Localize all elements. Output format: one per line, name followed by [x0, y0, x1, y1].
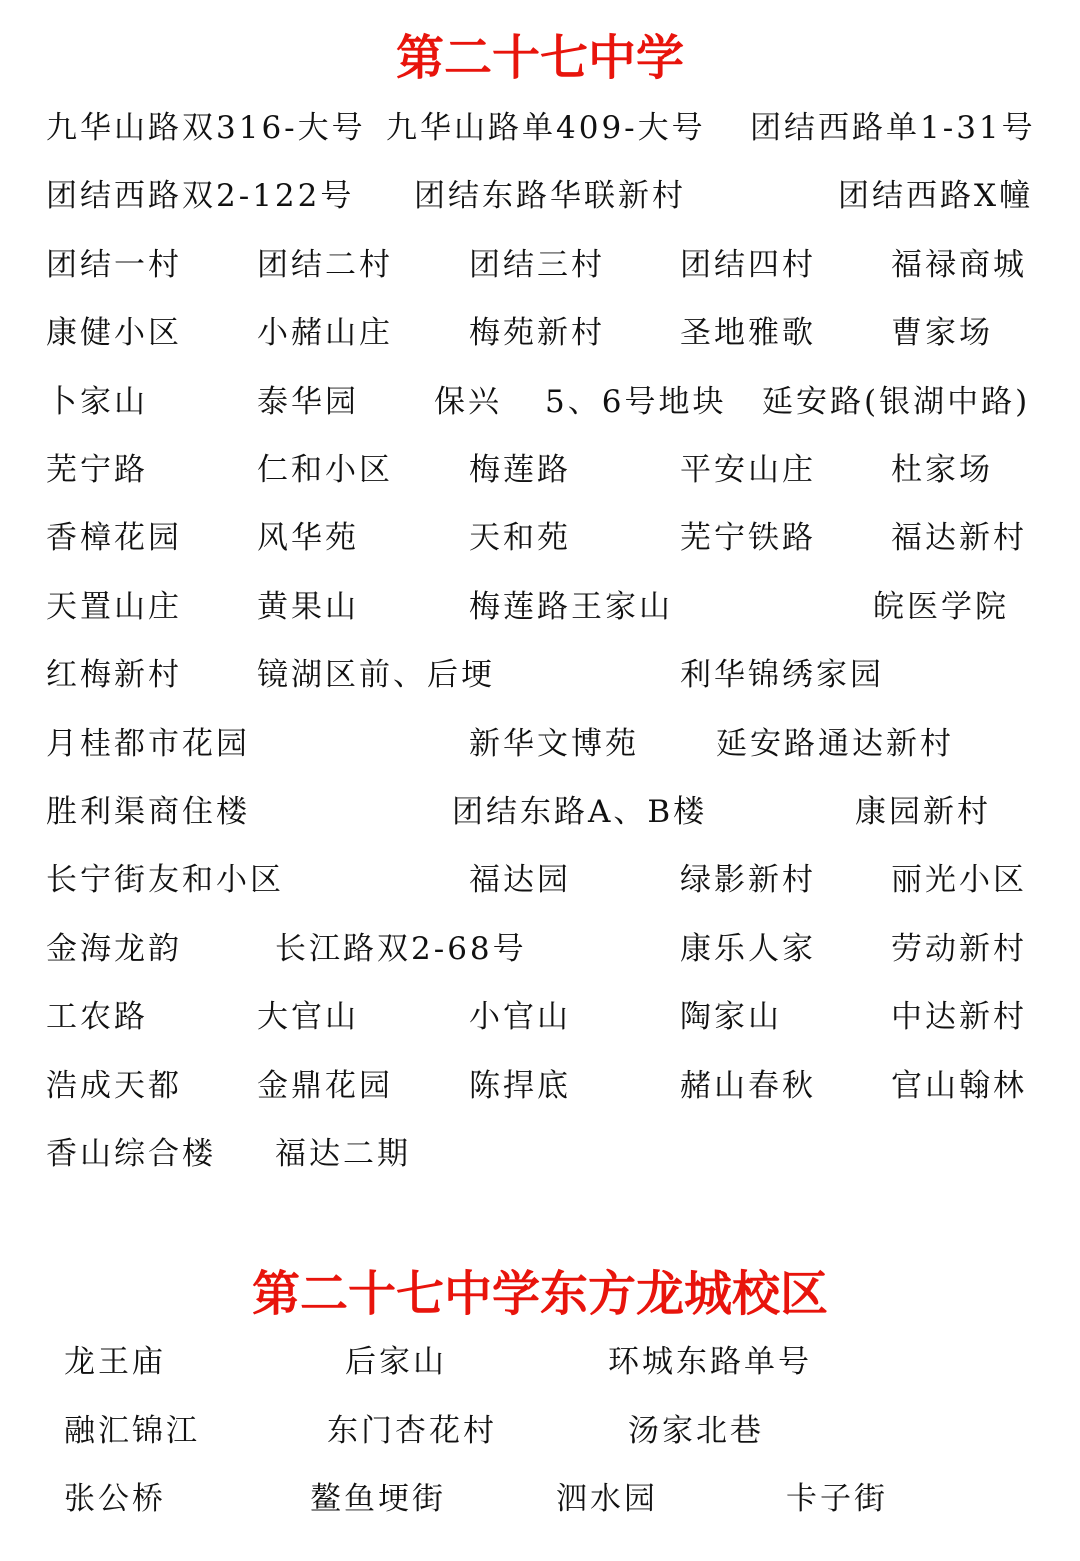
address-item: 康园新村	[855, 794, 991, 830]
address-item: 梅苑新村	[469, 315, 605, 352]
address-item: 劳动新村	[891, 930, 1027, 967]
address-row	[0, 445, 1080, 495]
address-item: 中达新村	[891, 999, 1027, 1036]
school-title: 第二十七中学	[395, 30, 684, 86]
address-item: 团结二村	[257, 246, 393, 283]
address-item: 团结西路X幢	[838, 178, 1034, 215]
address-item: 团结一村	[46, 246, 182, 283]
campus-address-row	[0, 1337, 1080, 1387]
address-item: 后家山	[345, 1344, 447, 1380]
address-item: 赭山春秋	[680, 1067, 816, 1104]
address-row	[0, 308, 1080, 358]
address-item: 团结东路华联新村	[414, 178, 686, 215]
address-item: 大官山	[257, 999, 359, 1036]
address-item: 梅莲路	[469, 452, 571, 488]
address-item: 卜家山	[46, 383, 148, 420]
address-item: 泰华园	[257, 383, 359, 420]
address-item: 月桂都市花园	[46, 725, 250, 762]
address-item: 风华苑	[257, 520, 359, 557]
address-item: 胜利渠商住楼	[46, 794, 250, 830]
address-item: 福达二期	[275, 1136, 411, 1172]
address-item: 福禄商城	[891, 246, 1027, 283]
address-item: 长宁街友和小区	[46, 862, 284, 899]
address-item: 环城东路单号	[608, 1344, 812, 1380]
address-item: 汤家北巷	[628, 1412, 764, 1449]
address-item: 圣地雅歌	[680, 315, 816, 352]
campus-address-row	[0, 1474, 1080, 1524]
address-item: 张公桥	[64, 1481, 166, 1517]
address-item: 工农路	[46, 999, 148, 1036]
address-item: 绿影新村	[680, 862, 816, 899]
address-row	[0, 103, 1080, 153]
address-item: 保兴	[434, 383, 502, 420]
address-item: 丽光小区	[891, 862, 1027, 899]
address-item: 天和苑	[469, 520, 571, 557]
address-item: 小赭山庄	[257, 315, 393, 352]
address-row	[0, 240, 1080, 290]
address-item: 天置山庄	[46, 588, 182, 625]
address-item: 康健小区	[46, 315, 182, 352]
address-row	[0, 650, 1080, 700]
address-item: 杜家场	[891, 452, 993, 488]
address-item: 融汇锦江	[64, 1412, 200, 1449]
address-item: 团结四村	[680, 246, 816, 283]
address-item: 仁和小区	[257, 452, 393, 488]
address-item: 福达新村	[891, 520, 1027, 557]
address-row	[0, 719, 1080, 769]
address-item: 黄果山	[257, 588, 359, 625]
address-item: 官山翰林	[891, 1067, 1027, 1104]
address-item: 福达园	[469, 862, 571, 899]
address-row	[0, 1129, 1080, 1179]
address-item: 团结西路单1-31号	[750, 110, 1036, 146]
address-item: 泗水园	[556, 1481, 658, 1517]
address-item: 皖医学院	[873, 588, 1009, 625]
address-item: 九华山路双316-大号	[46, 110, 366, 146]
campus-title: 第二十七中学东方龙城校区	[251, 1266, 828, 1322]
address-item: 红梅新村	[46, 657, 182, 694]
address-item: 长江路双2-68号	[275, 930, 527, 967]
address-item: 龙王庙	[64, 1344, 166, 1380]
address-item: 新华文博苑	[469, 725, 639, 762]
campus-address-row	[0, 1406, 1080, 1456]
address-item: 九华山路单409-大号	[386, 110, 706, 146]
address-row	[0, 171, 1080, 221]
address-row	[0, 855, 1080, 905]
address-item: 利华锦绣家园	[680, 657, 884, 694]
address-item: 芜宁路	[46, 452, 148, 488]
address-item: 芜宁铁路	[680, 520, 816, 557]
address-item: 陈捍底	[469, 1067, 571, 1104]
address-item: 鳌鱼埂街	[310, 1481, 446, 1517]
address-item: 香樟花园	[46, 520, 182, 557]
address-row	[0, 924, 1080, 974]
address-item: 金鼎花园	[257, 1067, 393, 1104]
address-item: 延安路通达新村	[716, 725, 954, 762]
address-row	[0, 582, 1080, 632]
address-item: 曹家场	[891, 315, 993, 352]
address-item: 团结三村	[469, 246, 605, 283]
address-item: 香山综合楼	[46, 1136, 216, 1172]
address-item: 金海龙韵	[46, 930, 182, 967]
address-item: 东门杏花村	[327, 1412, 497, 1449]
address-item: 梅莲路王家山	[469, 588, 673, 625]
address-item: 镜湖区前、后埂	[257, 657, 495, 694]
address-item: 5、6号地块	[545, 383, 727, 420]
address-row	[0, 992, 1080, 1042]
address-row	[0, 513, 1080, 563]
address-row	[0, 787, 1080, 837]
address-item: 延安路(银湖中路)	[762, 383, 1031, 420]
address-row	[0, 1061, 1080, 1111]
address-item: 浩成天都	[46, 1067, 182, 1104]
address-item: 平安山庄	[680, 452, 816, 488]
address-row	[0, 377, 1080, 427]
address-item: 康乐人家	[680, 930, 816, 967]
address-item: 团结东路A、B楼	[452, 794, 708, 830]
address-item: 陶家山	[680, 999, 782, 1036]
address-item: 卡子街	[786, 1481, 888, 1517]
address-item: 小官山	[469, 999, 571, 1036]
address-item: 团结西路双2-122号	[46, 178, 355, 215]
